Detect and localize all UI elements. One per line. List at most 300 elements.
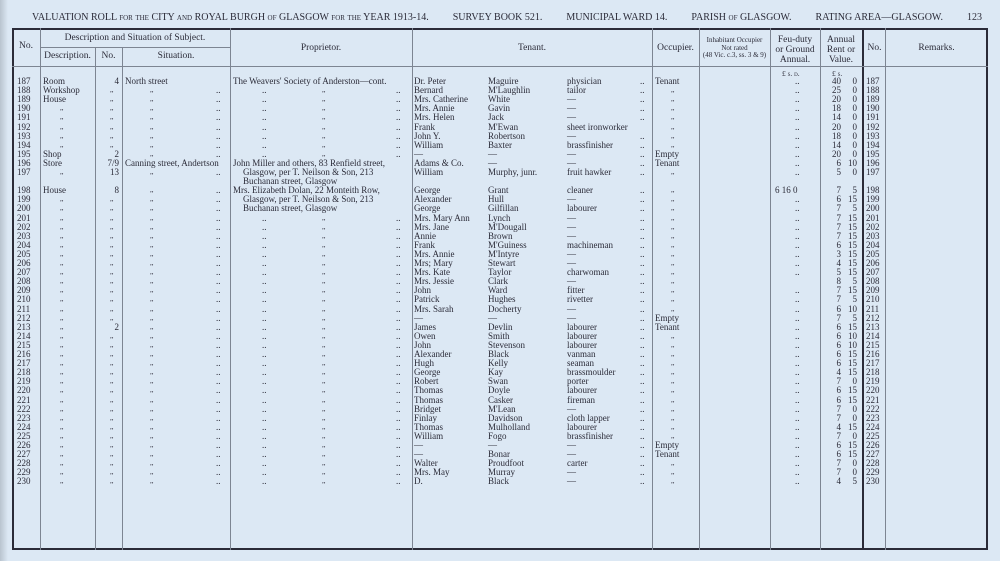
tenant-surname: Mulholland xyxy=(488,421,530,432)
tenant-surname: Hughes xyxy=(488,294,516,305)
tenant-occupation: rivetter xyxy=(567,294,593,305)
tenant-first-name: Mrs. Sarah xyxy=(414,303,454,314)
entry-number: 198 xyxy=(17,185,31,196)
entry-number-right: 203 xyxy=(866,230,880,241)
occupier: ,, xyxy=(671,140,675,149)
proprietor: ,, xyxy=(322,86,326,95)
entry-number-right: 228 xyxy=(866,458,880,469)
situation: ,, xyxy=(150,286,154,295)
entry-number-right: 225 xyxy=(866,430,880,441)
entry-number-right: 213 xyxy=(866,321,880,332)
tenant-occupation: labourer xyxy=(567,330,597,341)
rating-area: RATING AREA—GLASGOW. xyxy=(815,12,943,23)
rent-pounds: 18 xyxy=(832,130,841,141)
rent-shillings: 15 xyxy=(848,194,857,205)
feu-line-2: or Ground xyxy=(775,45,815,55)
tenant-first-name: George xyxy=(414,203,441,214)
proprietor: ,, xyxy=(322,331,326,340)
entry-number: 218 xyxy=(17,367,31,378)
tenant-occupation: — xyxy=(567,403,576,414)
tenant-occupation: fitter xyxy=(567,285,585,296)
tenant-surname: Proudfoot xyxy=(488,458,524,469)
subject-number: 13 xyxy=(110,167,119,177)
rent-pounds: 7 xyxy=(836,203,841,214)
tenant-occupation: fruit hawker xyxy=(567,167,612,177)
proprietor: ,, xyxy=(322,422,326,431)
occupier: ,, xyxy=(671,204,675,213)
entry-number-right: 220 xyxy=(866,385,880,396)
rent-pounds: 5 xyxy=(836,167,841,177)
feu-duty: .. xyxy=(795,112,800,123)
rent-shillings: 15 xyxy=(848,449,857,460)
situation: ,, xyxy=(150,368,154,377)
occupier: ,, xyxy=(671,331,675,340)
description: ,, xyxy=(60,441,64,449)
tenant-occupation: — xyxy=(567,212,576,223)
tenant-first-name: Thomas xyxy=(414,394,443,405)
feu-duty: .. xyxy=(795,148,800,159)
entry-number: 189 xyxy=(17,94,31,105)
tenant-occupation: — xyxy=(567,112,576,123)
entry-number: 226 xyxy=(17,440,31,450)
rent-pounds: 5 xyxy=(836,267,841,278)
feu-duty: .. xyxy=(795,267,800,278)
occupier: Tenant xyxy=(655,157,680,168)
tenant-occupation: — xyxy=(567,248,576,259)
description: ,, xyxy=(60,195,64,204)
rent-pounds: 6 xyxy=(836,321,841,332)
situation: North street xyxy=(125,76,168,86)
tenant-first-name: Annie xyxy=(414,230,436,241)
feu-duty: .. xyxy=(795,385,800,396)
tenant-surname: M'Guiness xyxy=(488,239,527,250)
tenant-first-name: Finlay xyxy=(414,412,438,423)
entry-number: 197 xyxy=(17,167,31,177)
subject-number: ,, xyxy=(110,350,114,358)
entry-number-right: 223 xyxy=(866,412,880,423)
col-header-group: Description and Situation of Subject. xyxy=(64,33,206,43)
tenant-occupation: cleaner xyxy=(567,185,593,196)
proprietor: ,, xyxy=(322,459,326,468)
subject-number: ,, xyxy=(110,477,114,486)
description: ,, xyxy=(60,131,64,140)
situation: ,, xyxy=(150,186,154,195)
tenant-first-name: Robert xyxy=(414,376,439,387)
tenant-occupation: — xyxy=(567,157,576,168)
parish: PARISH of GLASGOW. xyxy=(691,12,792,23)
feu-line-1: Feu-duty xyxy=(777,35,813,45)
tenant-surname: Docherty xyxy=(488,303,522,314)
feu-duty: .. xyxy=(795,458,800,469)
header-rule xyxy=(12,66,988,67)
subject-number: ,, xyxy=(110,113,114,122)
tenant-surname: — xyxy=(488,157,497,168)
col-header-remarks: Remarks. xyxy=(918,43,955,53)
tenant-occupation: — xyxy=(567,258,576,268)
tenant-occupation: — xyxy=(567,467,576,478)
proprietor: Glasgow, per T. Neilson & Son, 213 xyxy=(243,167,374,177)
tenant-occupation: — xyxy=(567,476,576,487)
feu-duty: .. xyxy=(795,221,800,232)
situation: ,, xyxy=(150,277,154,286)
col-header-feu-duty xyxy=(771,35,819,65)
proprietor: ,, xyxy=(322,413,326,422)
subject-number: ,, xyxy=(110,304,114,313)
tenant-surname: Jack xyxy=(488,112,504,123)
situation: ,, xyxy=(150,204,154,213)
occupier: Empty xyxy=(655,312,679,323)
subject-number: ,, xyxy=(110,459,114,468)
feu-duty: .. xyxy=(795,339,800,350)
situation: ,, xyxy=(150,140,154,149)
tenant-first-name: Alexander xyxy=(414,194,452,205)
tenant-occupation: machineman xyxy=(567,239,613,250)
rent-shillings: 0 xyxy=(852,130,857,141)
col-header-occupier: Occupier. xyxy=(657,43,694,53)
tenant-occupation: — xyxy=(567,130,576,141)
subject-number: ,, xyxy=(110,259,114,267)
rent-shillings: 0 xyxy=(852,467,857,478)
col-header-num: No. xyxy=(101,51,116,61)
tenant-surname: Ward xyxy=(488,285,508,296)
proprietor: ,, xyxy=(322,386,326,395)
rent-pounds: 6 xyxy=(836,330,841,341)
entry-number: 215 xyxy=(17,339,31,350)
tenant-occupation: seaman xyxy=(567,358,594,369)
proprietor: ,, xyxy=(322,222,326,231)
rent-shillings: 15 xyxy=(848,367,857,378)
proprietor: The Weavers' Society of Anderston—cont. xyxy=(233,76,387,86)
description: Shop xyxy=(43,148,62,159)
tenant-surname: Taylor xyxy=(488,267,512,278)
rent-pounds: 14 xyxy=(832,139,841,150)
tenant-occupation: labourer xyxy=(567,339,597,350)
rent-pounds: 6 xyxy=(836,349,841,359)
description: ,, xyxy=(60,322,64,331)
tenant-surname: Brown xyxy=(488,230,513,241)
rent-pounds: 6 xyxy=(836,194,841,205)
situation: ,, xyxy=(150,213,154,222)
tenant-surname: Casker xyxy=(488,394,513,405)
rent-shillings: 5 xyxy=(852,312,857,323)
description: ,, xyxy=(60,204,64,213)
tenant-surname: Hull xyxy=(488,194,505,205)
occupier: ,, xyxy=(671,277,675,286)
feu-duty: .. xyxy=(795,294,800,305)
entry-number: 210 xyxy=(17,294,31,305)
tenant-occupation: — xyxy=(567,103,576,114)
description: ,, xyxy=(60,168,64,176)
tenant-first-name: Mrs. Helen xyxy=(414,112,455,123)
rent-pounds: 6 xyxy=(836,449,841,460)
tenant-surname: Gilfillan xyxy=(488,203,519,214)
occupier: ,, xyxy=(671,295,675,304)
rent-shillings: 15 xyxy=(848,258,857,268)
entry-number: 217 xyxy=(17,358,31,369)
proprietor: Buchanan street, Glasgow xyxy=(243,203,338,214)
rent-shillings: 0 xyxy=(852,112,857,123)
tenant-occupation: labourer xyxy=(567,321,597,332)
feu-duty: .. xyxy=(795,212,800,223)
description: ,, xyxy=(60,404,64,413)
rent-shillings: 10 xyxy=(848,157,857,168)
subject-number: ,, xyxy=(110,222,114,231)
tenant-first-name: William xyxy=(414,167,444,177)
rent-shillings: 15 xyxy=(848,230,857,241)
occupier: ,, xyxy=(671,95,675,104)
subject-number: ,, xyxy=(110,422,114,431)
description: ,, xyxy=(60,340,64,349)
inhabitant-line-1: Inhabitant Occupier xyxy=(706,36,763,44)
rent-pounds: 7 xyxy=(836,376,841,387)
description: ,, xyxy=(60,477,64,486)
description: ,, xyxy=(60,450,64,459)
tenant-first-name: Owen xyxy=(414,330,436,341)
entry-number-right: 193 xyxy=(866,130,880,141)
proprietor: ,, xyxy=(322,395,326,404)
proprietor: ,, xyxy=(322,95,326,104)
situation: ,, xyxy=(150,259,154,267)
situation: ,, xyxy=(150,386,154,395)
subject-number: ,, xyxy=(110,213,114,222)
entry-number-right: 199 xyxy=(866,194,880,205)
rent-pounds: 4 xyxy=(836,367,841,378)
tenant-first-name: Thomas xyxy=(414,421,443,432)
rent-pounds: 20 xyxy=(832,148,841,159)
subject-number: ,, xyxy=(110,131,114,140)
tenant-surname: Devlin xyxy=(488,321,513,332)
rent-pounds: 6 xyxy=(836,358,841,369)
entry-number-right: 195 xyxy=(866,148,880,159)
feu-duty: .. xyxy=(795,258,800,268)
tenant-surname: Swan xyxy=(488,376,508,387)
rent-shillings: 5 xyxy=(852,476,857,487)
tenant-surname: Clark xyxy=(488,276,508,287)
subject-number: ,, xyxy=(110,295,114,304)
situation: ,, xyxy=(150,122,154,131)
feu-duty: .. xyxy=(795,476,800,487)
subject-number: ,, xyxy=(110,359,114,368)
rent-shillings: 10 xyxy=(848,339,857,350)
rent-pounds: 40 xyxy=(832,76,841,86)
proprietor: ,, xyxy=(322,377,326,386)
entry-number: 188 xyxy=(17,85,31,96)
rent-shillings: 0 xyxy=(852,76,857,86)
table-row xyxy=(0,305,1000,314)
subject-number: ,, xyxy=(110,195,114,204)
entry-number: 202 xyxy=(17,221,31,232)
tenant-surname: Baxter xyxy=(488,139,512,150)
col-header-description: Description. xyxy=(44,51,91,61)
description: ,, xyxy=(60,331,64,340)
feu-duty: .. xyxy=(795,103,800,114)
rent-pounds: 3 xyxy=(836,248,841,259)
tenant-occupation: — xyxy=(567,148,576,159)
tenant-first-name: Mrs. May xyxy=(414,467,450,478)
subject-number: ,, xyxy=(110,377,114,386)
tenant-occupation: labourer xyxy=(567,203,597,214)
description: ,, xyxy=(60,113,64,122)
tenant-first-name: Mrs. Annie xyxy=(414,248,455,259)
tenant-first-name: Walter xyxy=(414,458,438,469)
tenant-surname: M'Dougall xyxy=(488,221,527,232)
entry-number: 216 xyxy=(17,349,31,359)
tenant-occupation: vanman xyxy=(567,349,596,359)
situation: ,, xyxy=(150,450,154,459)
subject-number: ,, xyxy=(110,331,114,340)
rent-shillings: 5 xyxy=(852,276,857,287)
proprietor: Mrs. Elizabeth Dolan, 22 Monteith Row, xyxy=(233,185,380,196)
subject-number: ,, xyxy=(110,204,114,213)
occupier: ,, xyxy=(671,259,675,267)
proprietor: ,, xyxy=(322,304,326,313)
occupier: ,, xyxy=(671,359,675,368)
rent-pounds: 6 xyxy=(836,157,841,168)
tenant-first-name: George xyxy=(414,185,441,196)
entry-number-right: 210 xyxy=(866,294,880,305)
subject-number: ,, xyxy=(110,340,114,349)
situation: ,, xyxy=(150,431,154,440)
entry-number: 225 xyxy=(17,430,31,441)
entry-number-right: 204 xyxy=(866,239,880,250)
tenant-occupation: — xyxy=(567,440,576,450)
description: ,, xyxy=(60,259,64,267)
tenant-occupation: cloth lapper xyxy=(567,412,610,423)
description: ,, xyxy=(60,122,64,131)
entry-number: 212 xyxy=(17,312,31,323)
table-row xyxy=(0,477,1000,486)
entry-number: 205 xyxy=(17,248,31,259)
situation: ,, xyxy=(150,195,154,204)
feu-duty: .. xyxy=(795,421,800,432)
col-header-situation: Situation. xyxy=(157,51,195,61)
rent-shillings: 0 xyxy=(852,121,857,132)
occupier: ,, xyxy=(671,122,675,131)
entry-number: 220 xyxy=(17,385,31,396)
entry-number: 195 xyxy=(17,148,31,159)
rent-pounds: 4 xyxy=(836,421,841,432)
col-header-inhabitant xyxy=(700,37,769,60)
rent-pounds: 6 xyxy=(836,440,841,450)
proprietor: ,, xyxy=(322,277,326,286)
tenant-occupation: brassfinisher xyxy=(567,139,613,150)
occupier: ,, xyxy=(671,422,675,431)
description: Store xyxy=(43,157,62,168)
tenant-occupation: sheet ironworker xyxy=(567,121,628,132)
situation: ,, xyxy=(150,95,154,104)
description: ,, xyxy=(60,459,64,468)
header-rule xyxy=(40,47,230,48)
entry-number-right: 192 xyxy=(866,121,880,132)
tenant-occupation: — xyxy=(567,194,576,205)
proprietor: ,, xyxy=(322,468,326,477)
entry-number-right: 230 xyxy=(866,476,880,487)
entry-number: 207 xyxy=(17,267,31,278)
description: ,, xyxy=(60,277,64,286)
entry-number-right: 227 xyxy=(866,449,880,460)
entry-number-right: 187 xyxy=(866,76,880,86)
entry-number: 201 xyxy=(17,212,31,223)
feu-duty: .. xyxy=(795,157,800,168)
subject-number: ,, xyxy=(110,450,114,459)
subject-number: 7/9 xyxy=(107,157,119,168)
entry-number-right: 200 xyxy=(866,203,880,214)
feu-duty: .. xyxy=(795,403,800,414)
situation: ,, xyxy=(150,459,154,468)
rent-shillings: 15 xyxy=(848,221,857,232)
rent-pounds: 7 xyxy=(836,221,841,232)
subject-number: ,, xyxy=(110,386,114,395)
inhabitant-line-3: (48 Vic. c.3, ss. 3 & 9) xyxy=(702,51,767,59)
situation: ,, xyxy=(150,268,154,277)
occupier: ,, xyxy=(671,386,675,395)
tenant-occupation: labourer xyxy=(567,421,597,432)
situation: ,, xyxy=(150,131,154,140)
rent-pounds: 25 xyxy=(832,85,841,96)
occupier: ,, xyxy=(671,477,675,486)
entry-number: 229 xyxy=(17,467,31,478)
tenant-occupation: tailor xyxy=(567,85,586,96)
proprietor: ,, xyxy=(322,404,326,413)
tenant-surname: Murray xyxy=(488,467,515,478)
situation: ,, xyxy=(150,240,154,249)
annual-line-3: Value. xyxy=(828,55,853,65)
tenant-surname: M'Laughlin xyxy=(488,85,531,96)
rent-shillings: 5 xyxy=(852,203,857,214)
subject-number: ,, xyxy=(110,413,114,422)
tenant-occupation: — xyxy=(567,94,576,105)
occupier: ,, xyxy=(671,240,675,249)
rent-shillings: 5 xyxy=(852,185,857,196)
subject-number: ,, xyxy=(110,468,114,477)
entry-number-right: 221 xyxy=(866,394,880,405)
feu-duty: .. xyxy=(795,394,800,405)
tenant-first-name: — xyxy=(414,449,423,460)
subject-number: ,, xyxy=(110,231,114,240)
rent-shillings: 15 xyxy=(848,239,857,250)
feu-duty: .. xyxy=(795,76,800,86)
entry-number-right: 219 xyxy=(866,376,880,387)
proprietor: ,, xyxy=(322,122,326,131)
occupier: ,, xyxy=(671,459,675,468)
page-header xyxy=(32,12,982,24)
tenant-occupation: porter xyxy=(567,376,589,387)
subject-number: ,, xyxy=(110,104,114,113)
description: ,, xyxy=(60,359,64,368)
description: ,, xyxy=(60,213,64,222)
tenant-surname: Doyle xyxy=(488,385,510,396)
feu-duty: .. xyxy=(795,248,800,259)
tenant-surname: M'Intyre xyxy=(488,248,520,259)
entry-number: 221 xyxy=(17,394,31,405)
tenant-surname: Stevenson xyxy=(488,339,525,350)
entry-number-right: 229 xyxy=(866,467,880,478)
entry-number-right: 206 xyxy=(866,258,880,268)
proprietor: ,, xyxy=(322,259,326,267)
description: ,, xyxy=(60,368,64,377)
situation: ,, xyxy=(150,340,154,349)
rent-pounds: 7 xyxy=(836,412,841,423)
tenant-first-name: — xyxy=(414,312,423,323)
rent-pounds: 6 xyxy=(836,303,841,314)
description: ,, xyxy=(60,386,64,395)
occupier: ,, xyxy=(671,404,675,413)
feu-duty: .. xyxy=(795,358,800,369)
roll-title: VALUATION ROLL for the CITY and ROYAL BURGH of GLASGOW for the YEAR 1913-14. xyxy=(32,12,429,23)
occupier: ,, xyxy=(671,468,675,477)
tenant-occupation: fireman xyxy=(567,394,595,405)
proprietor: ,, xyxy=(322,286,326,295)
